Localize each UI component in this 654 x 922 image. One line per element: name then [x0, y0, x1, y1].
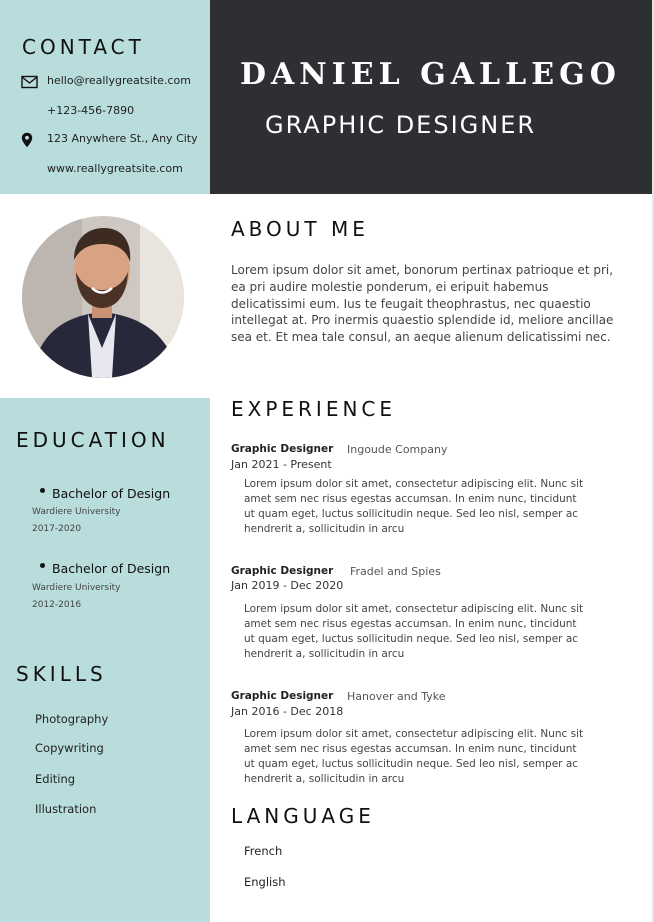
skill-item: Illustration: [35, 802, 97, 816]
job-dates: Jan 2019 - Dec 2020: [231, 579, 344, 592]
left-sidebar-panel: [0, 398, 210, 922]
education-heading: EDUCATION: [16, 428, 170, 452]
education-bullet: [40, 563, 45, 568]
job-title: Graphic Designer: [231, 690, 334, 702]
skill-item: Copywriting: [35, 741, 104, 755]
job-description: Lorem ipsum dolor sit amet, consectetur adipiscing elit. Nunc sit amet sem nec risus egestas accumsan. In enim nunc, tincidunt ut quam eget, luctus sollicitudin neque. Sed leo nisl, semper ac hendrerit a, sollicitudin in arcu: [244, 603, 584, 660]
job-title: Graphic Designer: [231, 565, 334, 577]
contact-address: 123 Anywhere St., Any City: [47, 132, 198, 145]
job-company: Hanover and Tyke: [347, 690, 446, 703]
language-item: French: [244, 844, 283, 858]
job-company: Fradel and Spies: [350, 565, 441, 578]
header-panel: [210, 0, 652, 194]
language-heading: LANGUAGE: [231, 804, 375, 828]
job-description: Lorem ipsum dolor sit amet, consectetur adipiscing elit. Nunc sit amet sem nec risus egestas accumsan. In enim nunc, tincidunt ut quam eget, luctus sollicitudin neque. Sed leo nisl, semper ac hendrerit a, sollicitudin in arcu: [244, 478, 584, 535]
education-school: Wardiere University: [32, 507, 121, 517]
education-school: Wardiere University: [32, 583, 121, 593]
language-item: English: [244, 875, 286, 889]
contact-email[interactable]: hello@reallygreatsite.com: [47, 74, 191, 87]
education-years: 2017-2020: [32, 524, 82, 534]
envelope-icon: [21, 74, 38, 88]
contact-phone[interactable]: +123-456-7890: [47, 104, 135, 117]
education-degree: Bachelor of Design: [52, 561, 171, 576]
education-bullet: [40, 488, 45, 493]
person-name: DANIEL GALLEGO: [240, 57, 621, 92]
skills-heading: SKILLS: [16, 662, 107, 686]
about-text: Lorem ipsum dolor sit amet, bonorum pertinax patrioque et pri, ea pri audire molestie ponderum, ei eripuit habemus delicatissimi eum. Ius te feugait theophrastus, nec quaestio intellegat at. Pro inermis quaestio splendide id, meliore ancillae sea et. Et mea tale consul, an aeque alienum delicatissimi nec.: [231, 263, 614, 345]
job-title: Graphic Designer: [231, 443, 334, 455]
experience-heading: EXPERIENCE: [231, 397, 397, 421]
job-description: Lorem ipsum dolor sit amet, consectetur adipiscing elit. Nunc sit amet sem nec risus egestas accumsan. In enim nunc, tincidunt ut quam eget, luctus sollicitudin neque. Sed leo nisl, semper ac hendrerit a, sollicitudin in arcu: [244, 728, 584, 785]
education-years: 2012-2016: [32, 600, 82, 610]
job-dates: Jan 2021 - Present: [231, 458, 332, 471]
about-heading: ABOUT ME: [231, 217, 369, 241]
education-degree: Bachelor of Design: [52, 486, 171, 501]
map-pin-icon: [21, 132, 33, 148]
contact-website[interactable]: www.reallygreatsite.com: [47, 162, 183, 175]
job-company: Ingoude Company: [347, 443, 448, 456]
person-role: GRAPHIC DESIGNER: [265, 111, 537, 139]
job-dates: Jan 2016 - Dec 2018: [231, 705, 344, 718]
skill-item: Photography: [35, 712, 109, 726]
contact-heading: CONTACT: [22, 35, 145, 59]
profile-photo: [22, 216, 184, 378]
skill-item: Editing: [35, 772, 76, 786]
